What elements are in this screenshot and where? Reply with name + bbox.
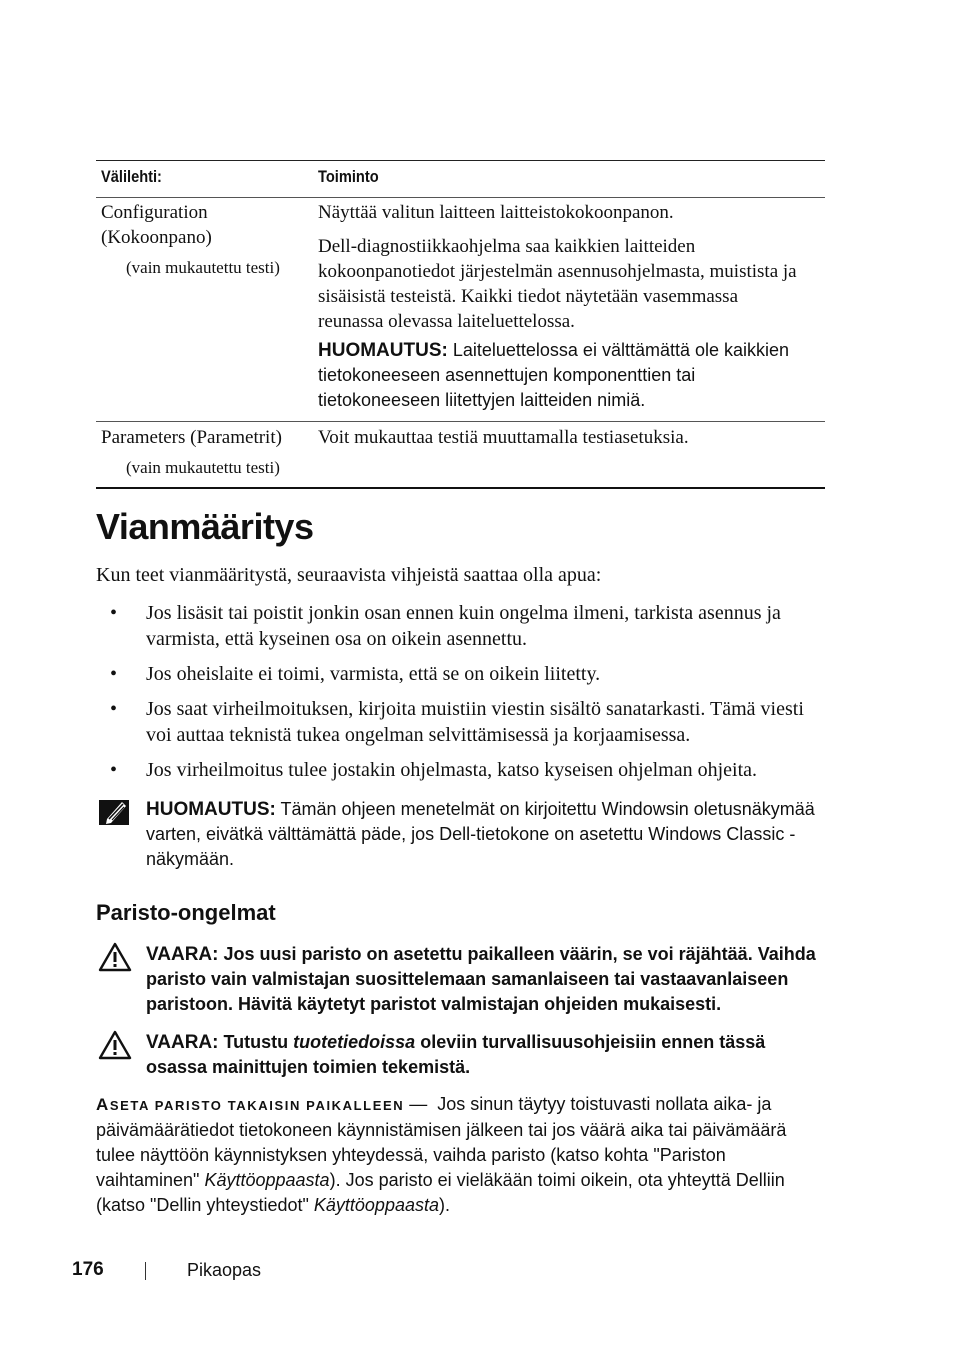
list-item-text: Jos saat virheilmoituksen, kirjoita muistiin viestin sisältö sanatarkasti. Tämä viesti voi auttaa teknistä tukea ongelman selvittämisessä ja korjaamisessa. xyxy=(146,698,804,746)
table-row-1-tab: Configuration (Kokoonpano) xyxy=(101,202,212,248)
battery-paragraph-dash: — xyxy=(409,1094,428,1114)
list-item-text: Jos virheilmoitus tulee jostakin ohjelmasta, katso kyseisen ohjelman ohjeita. xyxy=(146,759,758,781)
battery-paragraph xyxy=(96,1092,826,1218)
bullet-icon: • xyxy=(110,759,118,781)
list-item-text: Jos oheislaite ei toimi, varmista, että se on oikein liitetty. xyxy=(146,663,601,685)
warning-2-text-block xyxy=(146,1030,826,1080)
footer-title: Pikaopas xyxy=(187,1260,262,1280)
warning-1-text: Jos uusi paristo on asetettu paikalleen väärin, se voi räjähtää. Vaihda paristo vain valmistajan suosittelemaan samanlaiseen tai vastaavanlaiseen paristoon. Hävitä käytetyt paristot valmistajan ohjeiden mukaisesti. xyxy=(146,944,816,1014)
list-item xyxy=(96,696,826,748)
table-row-2-desc1: Voit mukauttaa testiä muuttamalla testiasetuksia. xyxy=(318,427,689,448)
heading-rest: SETA PARISTO TAKAISIN PAIKALLEEN xyxy=(109,1098,405,1113)
note-text: Tämän ohjeen menetelmät on kirjoitettu Windowsin oletusnäkymää varten, eivätkä välttämättä päde, jos Dell-tietokone on asetettu Windows Classic -näkymään. xyxy=(146,799,815,869)
warning-1-label: VAARA: xyxy=(146,944,219,965)
list-item xyxy=(96,757,826,783)
note-pencil-icon xyxy=(98,797,132,827)
table-row-rule xyxy=(96,421,825,422)
battery-paragraph-text3: ). xyxy=(439,1195,450,1215)
table-row-2-tab: Parameters (Parametrit) xyxy=(101,427,282,448)
list-item-text: Jos lisäsit tai poistit jonkin osan ennen kuin ongelma ilmeni, tarkista asennus ja varmista, että kyseinen osa on oikein asennettu. xyxy=(146,602,781,650)
note-label: HUOMAUTUS: xyxy=(146,799,276,820)
table-header-rule xyxy=(96,197,825,198)
table-row-1-tab-note: (vain mukautettu testi) xyxy=(126,258,280,277)
bullet-icon: • xyxy=(110,602,118,624)
table-row-2-tab-note: (vain mukautettu testi) xyxy=(126,458,280,477)
battery-paragraph-heading xyxy=(96,1095,405,1114)
list-item xyxy=(96,661,826,687)
list-item xyxy=(96,600,826,652)
section-intro: Kun teet vianmääritystä, seuraavista vihjeistä saattaa olla apua: xyxy=(96,564,602,586)
warning-2-text-italic: tuotetiedoissa xyxy=(293,1032,416,1052)
battery-paragraph-text1: Jos sinun täytyy toistuvasti nollata aika- ja päivämäärätiedot tietokoneen käynnistämisen jälkeen tai jos väärä aika tai päivämäärä tulee näyttöön käynnistyksen yhteydessä, vaihda paristo (katso kohta "Pariston vaihtaminen" xyxy=(96,1094,787,1190)
table-header-tab: Välilehti: xyxy=(101,167,162,186)
warning-1-text-block xyxy=(146,942,826,1017)
footer-separator xyxy=(145,1262,146,1280)
page-number: 176 xyxy=(72,1259,104,1280)
bullet-icon: • xyxy=(110,698,118,720)
table-note-text: Laiteluettelossa ei välttämättä ole kaikkien tietokoneeseen asennettujen komponenttien tai tietokoneeseen liitettyjen laitteiden nimiä. xyxy=(318,340,790,410)
heading-initial: A xyxy=(96,1095,110,1114)
tips-list xyxy=(96,600,826,792)
table-row-1-note xyxy=(318,338,818,413)
battery-paragraph-text2: ). Jos paristo ei vieläkään toimi oikein, ota yhteyttä Delliin (katso "Dellin yhteystiedot" xyxy=(96,1170,785,1215)
section-title: Vianmääritys xyxy=(96,506,314,547)
battery-paragraph-italic2: Käyttöoppaasta xyxy=(313,1195,439,1215)
table-bottom-rule xyxy=(96,487,825,489)
bullet-icon: • xyxy=(110,663,118,685)
battery-section-title: Paristo-ongelmat xyxy=(96,900,276,925)
battery-paragraph-italic1: Käyttöoppaasta xyxy=(204,1170,330,1190)
table-row-1-desc2: Dell-diagnostiikkaohjelma saa kaikkien laitteiden kokoonpanotiedot järjestelmän asennusohjelmasta, muistista ja sisäisistä testeistä. Kaikki tiedot näytetään vasemmassa reunassa olevassa laiteluettelossa. xyxy=(318,236,797,332)
warning-2-text-after: oleviin turvallisuusohjeisiin ennen tässä osassa mainittujen toimien tekemistä. xyxy=(146,1032,766,1077)
note-text-block xyxy=(146,797,826,872)
warning-triangle-icon xyxy=(98,1030,132,1060)
table-row-1-desc1: Näyttää valitun laitteen laitteistokokoonpanon. xyxy=(318,202,674,223)
table-note-label: HUOMAUTUS: xyxy=(318,340,448,361)
table-header-function: Toiminto xyxy=(318,167,379,186)
warning-triangle-icon xyxy=(98,942,132,972)
battery-paragraph-heading-text xyxy=(96,1095,405,1114)
warning-2-text-before: Tutustu xyxy=(223,1032,289,1052)
warning-2-label: VAARA: xyxy=(146,1032,219,1053)
table-top-rule xyxy=(96,160,825,161)
